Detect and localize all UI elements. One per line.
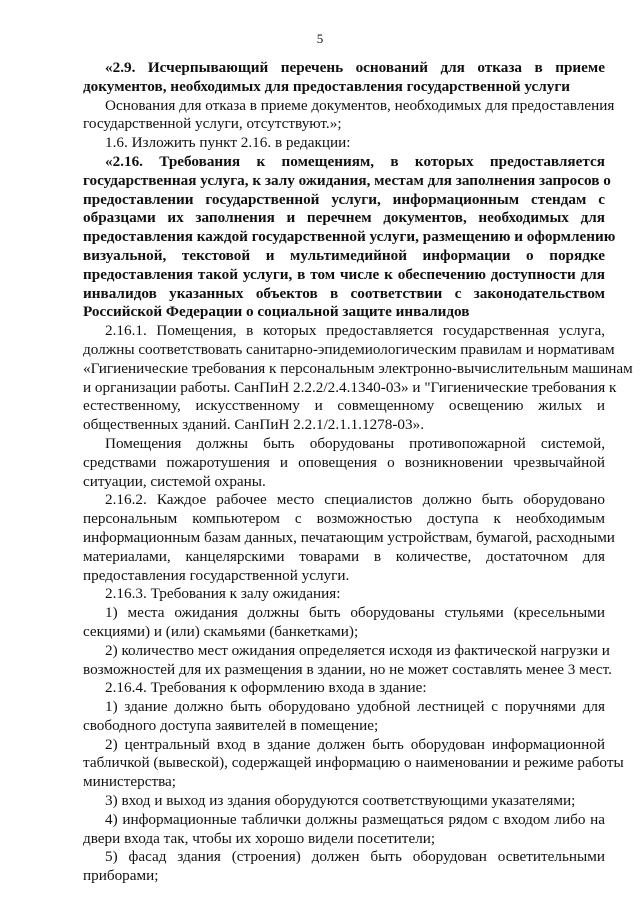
text-line: приборами; bbox=[83, 867, 159, 885]
text-line: 2) центральный вход в здание должен быть оборудован информационной bbox=[105, 735, 605, 753]
text-line: информационным базам данных, печатающим устройствам, бумагой, расходными bbox=[83, 528, 615, 546]
text-line: документов, необходимых для предоставления государственной услуги bbox=[83, 77, 571, 95]
text-line: 2.16.4. Требования к оформлению входа в здание: bbox=[105, 679, 427, 697]
text-line: предоставления государственной услуги. bbox=[83, 566, 350, 584]
text-line: государственная услуга, к залу ожидания, местам для заполнения запросов о bbox=[83, 171, 611, 189]
text-line: 2.16.1. Помещения, в которых предоставляется государственная услуга, bbox=[105, 322, 605, 340]
text-line: секциями) и (или) скамьями (банкетками); bbox=[83, 622, 359, 640]
text-line: Помещения должны быть оборудованы противопожарной системой, bbox=[105, 434, 605, 452]
text-line: 2) количество мест ожидания определяется исходя из фактической нагрузки и bbox=[105, 641, 610, 659]
text-line: 1.6. Изложить пункт 2.16. в редакции: bbox=[105, 134, 351, 152]
page-number: 5 bbox=[316, 31, 324, 46]
text-line: и организации работы. СанПиН 2.2.2/2.4.1340-03» и "Гигиенические требования к bbox=[83, 378, 617, 396]
text-line: визуальной, текстовой и мультимедийной информации о порядке bbox=[83, 246, 605, 264]
text-line: 1) здание должно быть оборудовано удобной лестницей с поручнями для bbox=[105, 698, 605, 716]
text-line: «2.9. Исчерпывающий перечень оснований для отказа в приеме bbox=[105, 59, 605, 76]
text-line: Основания для отказа в приеме документов, необходимых для предоставления bbox=[105, 96, 615, 114]
text-line: материалами, канцелярскими товарами в количестве, достаточном для bbox=[83, 547, 605, 565]
text-line: должны соответствовать санитарно-эпидемиологическим правилам и нормативам bbox=[83, 340, 615, 358]
text-line: персональным компьютером с возможностью доступа к необходимым bbox=[83, 510, 605, 528]
text-line: «2.16. Требования к помещениям, в которых предоставляется bbox=[105, 152, 605, 170]
text-line: общественных зданий. СанПиН 2.2.1/2.1.1.1278-03». bbox=[83, 416, 424, 434]
text-line: свободного доступа заявителей в помещение; bbox=[83, 716, 379, 734]
text-line: средствами пожаротушения и оповещения о возникновении чрезвычайной bbox=[83, 453, 605, 471]
text-line: 5) фасад здания (строения) должен быть оборудован осветительными bbox=[105, 848, 605, 866]
text-line: образцами их заполнения и перечнем документов, необходимых для bbox=[83, 209, 605, 227]
text-line: министерства; bbox=[83, 773, 177, 791]
text-line: 1) места ожидания должны быть оборудованы стульями (кресельными bbox=[105, 604, 605, 622]
document-body bbox=[83, 59, 633, 886]
text-line: ситуации, системой охраны. bbox=[83, 472, 266, 490]
text-line: 4) информационные таблички должны размещаться рядом с входом либо на bbox=[105, 810, 605, 828]
text-line: предоставления такой услуги, в том числе к обеспечению доступности для bbox=[83, 265, 605, 283]
text-line: инвалидов указанных объектов в соответствии с законодательством bbox=[83, 284, 605, 302]
text-line: «Гигиенические требования к персональным электронно-вычислительным машинам bbox=[83, 359, 633, 377]
text-line: предоставлении государственной услуги, информационным стендам с bbox=[83, 190, 605, 208]
text-line: табличкой (вывеской), содержащей информацию о наименовании и режиме работы bbox=[83, 754, 624, 772]
text-line: 3) вход и выход из здания оборудуются соответствующими указателями; bbox=[105, 792, 576, 810]
text-line: естественному, искусственному и совмещенному освещению жилых и bbox=[83, 397, 605, 415]
text-line: 2.16.3. Требования к залу ожидания: bbox=[105, 585, 341, 603]
text-line: Российской Федерации о социальной защите инвалидов bbox=[83, 303, 470, 321]
text-line: возможностей для их размещения в здании, но не может составлять менее 3 мест. bbox=[83, 660, 612, 678]
text-line: государственной услуги, отсутствуют.»; bbox=[83, 115, 342, 133]
text-line: 2.16.2. Каждое рабочее место специалистов должно быть оборудовано bbox=[105, 491, 605, 509]
text-line: двери входа так, чтобы их хорошо видели посетители; bbox=[83, 829, 436, 847]
text-line: предоставления каждой государственной услуги, размещению и оформлению bbox=[83, 228, 616, 246]
